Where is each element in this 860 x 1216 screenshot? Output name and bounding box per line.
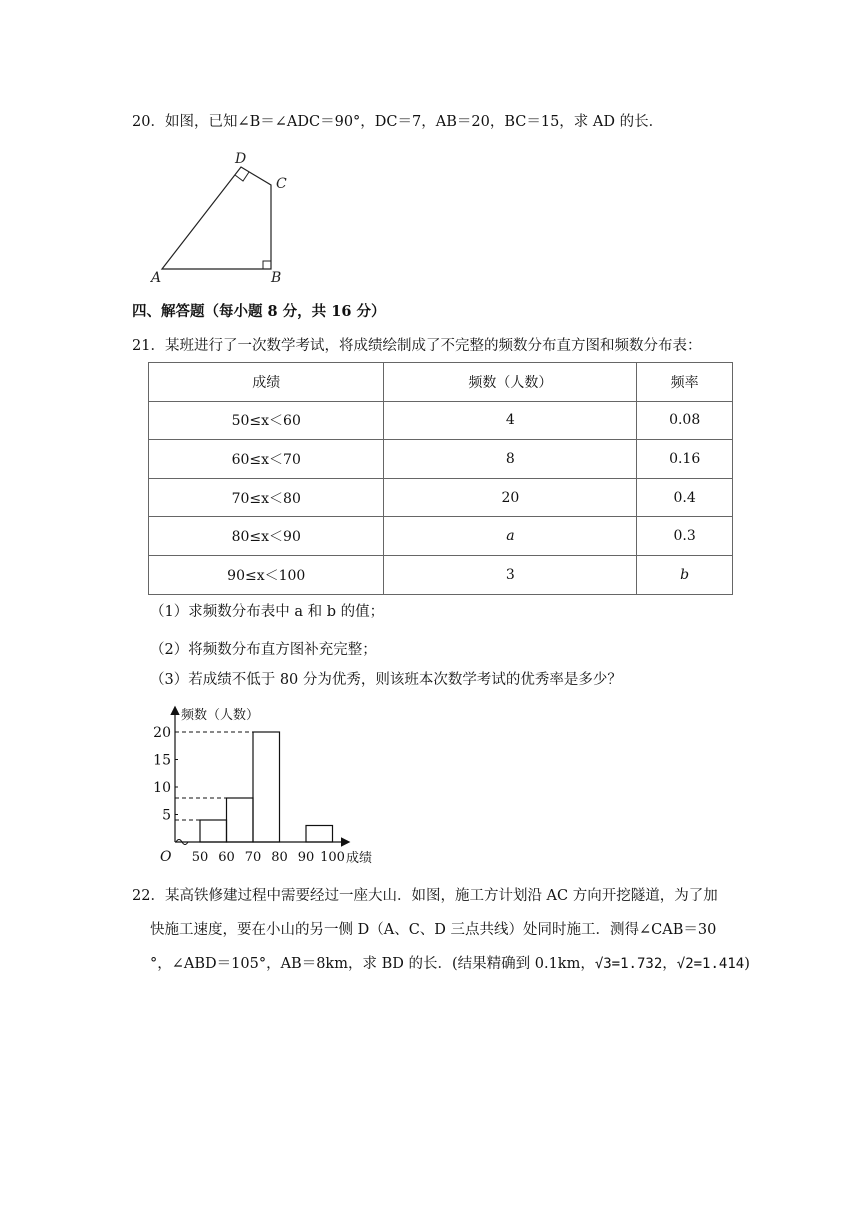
- sqrt3-value: √3=1.732: [594, 956, 663, 972]
- table-cell: 70≤x＜80: [149, 478, 384, 517]
- x-tick-label: 100: [320, 850, 345, 865]
- histogram-bar: [306, 826, 333, 843]
- x-tick-label: 50: [191, 850, 209, 865]
- histogram-bar: [200, 820, 227, 842]
- q20-quadrilateral-figure: [150, 150, 290, 285]
- table-row: [149, 440, 733, 479]
- table-cell: 0.16: [637, 440, 733, 479]
- table-cell: 20: [384, 478, 637, 517]
- histogram-bar: [253, 732, 280, 842]
- table-cell: 50≤x＜60: [149, 401, 384, 440]
- comma: ，: [662, 956, 677, 972]
- y-tick-label: 10: [153, 780, 171, 796]
- y-tick-label: 20: [153, 725, 171, 741]
- label-B: B: [271, 270, 282, 285]
- y-tick-label: 5: [162, 807, 171, 824]
- question-20-text: 20．如图，已知∠B＝∠ADC＝90°，DC＝7，AB＝20，BC＝15，求 AD 的长．: [132, 114, 664, 130]
- table-cell: 80≤x＜90: [149, 517, 384, 556]
- y-tick-label: 15: [153, 752, 171, 769]
- table-row: [149, 401, 733, 440]
- question-21-sub-3: （3）若成绩不低于 80 分为优秀，则该班本次数学考试的优秀率是多少？: [150, 672, 622, 688]
- table-cell: 0.4: [637, 478, 733, 517]
- frequency-histogram: [148, 702, 388, 868]
- x-tick-label: 70: [244, 850, 262, 865]
- section-4-title: 四、解答题（每小题 8 分，共 16 分）: [132, 303, 386, 320]
- table-cell: a: [384, 517, 637, 556]
- table-row: [149, 517, 733, 556]
- header-frequency: 频数（人数）: [384, 363, 637, 402]
- question-22-line-3: °，∠ABD＝105°，AB＝8km，求 BD 的长．(结果精确到 0.1km，√3=1.732，√2=1.414): [150, 956, 750, 972]
- question-21-sub-1: （1）求频数分布表中 a 和 b 的值；: [150, 604, 385, 620]
- table-cell: 0.3: [637, 517, 733, 556]
- label-A: A: [151, 270, 162, 285]
- table-row: [149, 478, 733, 517]
- header-score: 成绩: [149, 363, 384, 402]
- table-cell: 60≤x＜70: [149, 440, 384, 479]
- y-axis-label: 频数（人数）: [181, 708, 260, 723]
- label-C: C: [276, 176, 287, 192]
- table-cell: 3: [384, 555, 637, 594]
- histogram-bar: [227, 798, 254, 842]
- label-D: D: [235, 151, 247, 167]
- table-row: [149, 555, 733, 594]
- x-tick-label: 80: [271, 850, 288, 865]
- question-21-sub-2: （2）将频数分布直方图补充完整；: [150, 642, 377, 658]
- x-axis-label: 成绩: [346, 851, 373, 866]
- question-22-line-1: 22．某高铁修建过程中需要经过一座大山．如图，施工方计划沿 AC 方向开挖隧道，为了加: [132, 888, 718, 904]
- question-22-line-2: 快施工速度，要在小山的另一侧 D（A、C、D 三点共线）处同时施工．测得∠CAB＝30: [150, 922, 717, 938]
- header-rate: 频率: [637, 363, 733, 402]
- frequency-table: [148, 362, 733, 595]
- table-cell: b: [637, 555, 733, 594]
- sqrt2-value: √2=1.414: [676, 956, 745, 972]
- origin-label: O: [160, 849, 172, 865]
- x-tick-label: 90: [297, 850, 315, 865]
- question-21-intro: 21．某班进行了一次数学考试，将成绩绘制成了不完整的频数分布直方图和频数分布表：: [132, 338, 702, 354]
- table-cell: 90≤x＜100: [149, 555, 384, 594]
- table-cell: 0.08: [637, 401, 733, 440]
- x-tick-label: 60: [218, 850, 235, 865]
- table-header-row: [149, 363, 733, 402]
- table-cell: 8: [384, 440, 637, 479]
- table-cell: 4: [384, 401, 637, 440]
- closing-paren: ): [744, 956, 750, 972]
